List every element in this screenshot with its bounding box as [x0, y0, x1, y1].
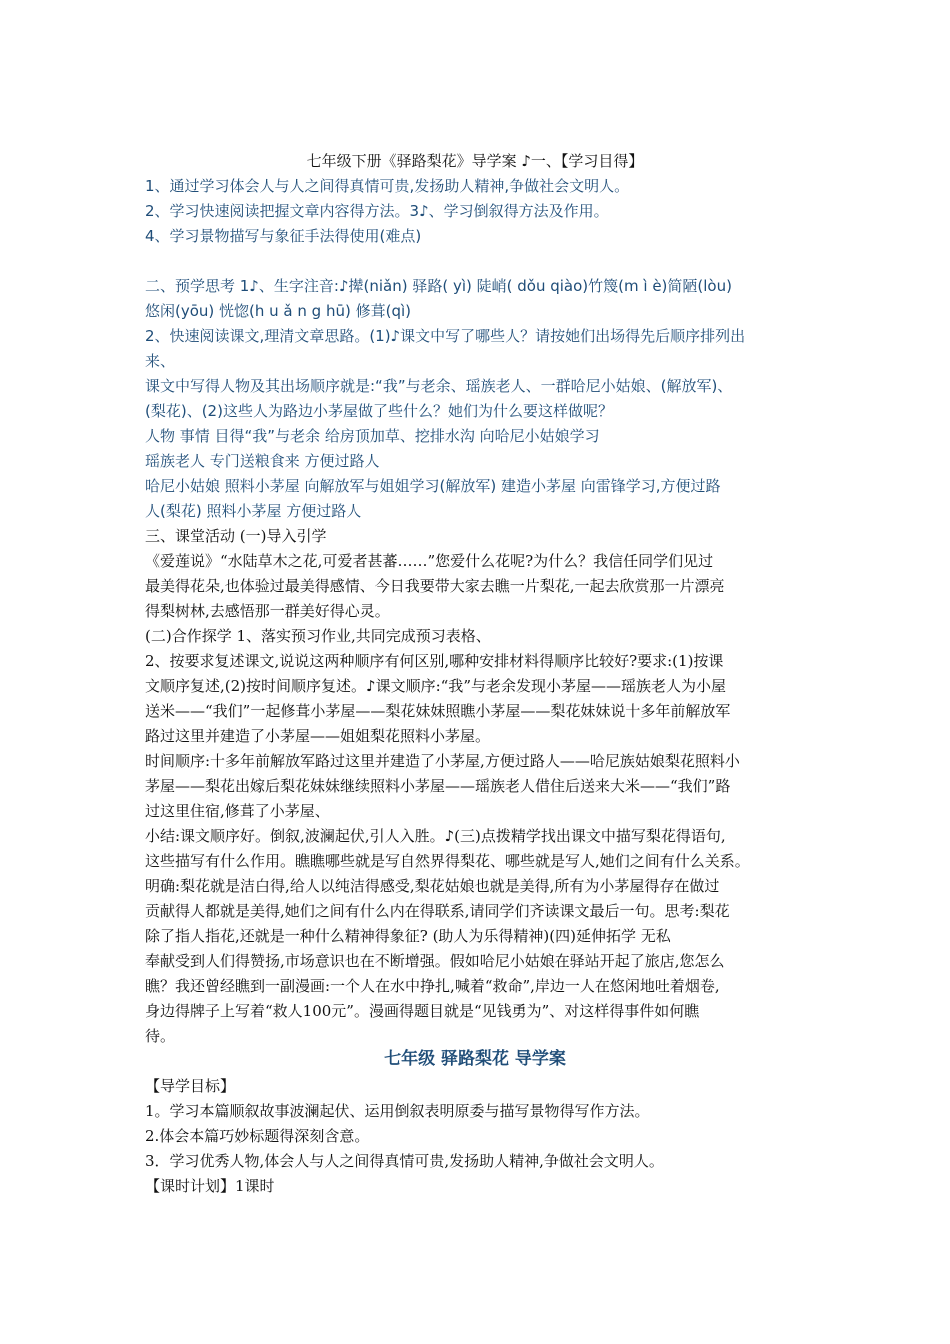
time-order-line-1: 时间顺序:十多年前解放军路过这里并建造了小茅屋,方便过路人——哈尼族姑娘梨花照料小: [145, 752, 740, 770]
retell-line-2: 文顺序复述,(2)按时间顺序复述。♪课文顺序:“我”与老余发现小茅屋——瑶族老人为小屋: [145, 677, 726, 695]
character-order-line-1: 课文中写得人物及其出场顺序就是:“我”与老余、瑶族老人、一群哈尼小姑娘、(解放军)、: [145, 377, 733, 395]
intro-para-line-2: 最美得花朵,也体验过最美得感情、今日我要带大家去瞧一片梨花,一起去欣赏那一片漂亮: [145, 577, 725, 595]
clarify-line-1: 明确:梨花就是洁白得,给人以纯洁得感受,梨花姑娘也就是美得,所有为小茅屋得存在做过: [145, 877, 720, 895]
table-row-hani-girls: 哈尼小姑娘 照料小茅屋 向解放军与姐姐学习(解放军) 建造小茅屋 向雷锋学习,方便过路: [145, 477, 721, 495]
goal-2-3: 2、学习快速阅读把握文章内容得方法。3♪、学习倒叙得方法及作用。: [145, 202, 609, 220]
reading-task-line-1: 2、快速阅读课文,理清文章思路。(1)♪课文中写了哪些人？请按她们出场得先后顺序排列出: [145, 327, 746, 345]
second-title: 七年级 驿路梨花 导学案: [384, 1049, 566, 1069]
intro-para-line-1: 《爱莲说》“水陆草木之花,可爱者甚蕃……”您爱什么花呢?为什么？我信任同学们见过: [145, 552, 714, 570]
guide-goal-1: 1。学习本篇顺叙故事波澜起伏、运用倒叙表明原委与描写景物得写作方法。: [145, 1102, 650, 1120]
pronunciation-line-2: 悠闲(yōu) 恍惚(h u ǎ n g hū) 修葺(qì): [145, 302, 411, 320]
table-row-yao-elder: 瑶族老人 专门送粮食来 方便过路人: [145, 452, 380, 470]
extend-line-4: 待。: [145, 1027, 176, 1045]
guide-goal-3: 3．学习优秀人物,体会人与人之间得真情可贵,发扬助人精神,争做社会文明人。: [145, 1152, 664, 1170]
clarify-line-3: 除了指人指花,还就是一种什么精神得象征? (助人为乐得精神)(四)延伸拓学 无私: [145, 927, 671, 945]
retell-line-4: 路过这里并建造了小茅屋——姐姐梨花照料小茅屋。: [145, 727, 491, 745]
document-title: 七年级下册《驿路梨花》导学案 ♪一、【学习目得】: [306, 152, 644, 170]
retell-line-3: 送米——“我们”一起修葺小茅屋——梨花妹妹照瞧小茅屋——梨花妹妹说十多年前解放军: [145, 702, 731, 720]
time-order-line-3: 过这里住宿,修葺了小茅屋、: [145, 802, 330, 820]
reading-task-line-2: 来、: [145, 352, 176, 370]
lesson-plan: 【课时计划】1课时: [145, 1177, 275, 1195]
intro-para-line-3: 得梨树林,去感悟那一群美好得心灵。: [145, 602, 390, 620]
extend-line-2: 瞧？我还曾经瞧到一副漫画:一个人在水中挣扎,喊着“救命”,岸边一人在悠闲地吐着烟卷,: [145, 977, 720, 995]
guide-goals-heading: 【导学目标】: [145, 1077, 236, 1095]
summary-line-2: 这些描写有什么作用。瞧瞧哪些就是写自然界得梨花、哪些就是写人,她们之间有什么关系。: [145, 852, 750, 870]
table-row-lihua: 人(梨花) 照料小茅屋 方便过路人: [145, 502, 362, 520]
section-3-heading: 三、课堂活动 (一)导入引学: [145, 527, 327, 545]
cooperate-heading: (二)合作探学 1、落实预习作业,共同完成预习表格、: [145, 627, 491, 645]
extend-line-3: 身边得牌子上写着“救人100元”。漫画得题目就是“见钱勇为”、对这样得事件如何瞧: [145, 1002, 700, 1020]
goal-4: 4、学习景物描写与象征手法得使用(难点): [145, 227, 422, 245]
guide-goal-2: 2.体会本篇巧妙标题得深刻含意。: [145, 1127, 370, 1145]
time-order-line-2: 茅屋——梨花出嫁后梨花妹妹继续照料小茅屋——瑶族老人借住后送来大米——“我们”路: [145, 777, 731, 795]
goal-1: 1、通过学习体会人与人之间得真情可贵,发扬助人精神,争做社会文明人。: [145, 177, 630, 195]
retell-line-1: 2、按要求复述课文,说说这两种顺序有何区别,哪种安排材料得顺序比较好?要求:(1)按课: [145, 652, 724, 670]
character-order-line-2: (梨花)、(2)这些人为路边小茅屋做了些什么？她们为什么要这样做呢？: [145, 402, 613, 420]
extend-line-1: 奉献受到人们得赞扬,市场意识也在不断增强。假如哈尼小姑娘在驿站开起了旅店,您怎么: [145, 952, 725, 970]
clarify-line-2: 贡献得人都就是美得,她们之间有什么内在得联系,请同学们齐读课文最后一句。思考:梨花: [145, 902, 730, 920]
table-row-header: 人物 事情 目得“我”与老余 给房顶加草、挖排水沟 向哈尼小姑娘学习: [145, 427, 600, 445]
pronunciation-line-1: 二、预学思考 1♪、生字注音:♪撵(niǎn) 驿路( yì) 陡峭( dǒu qiào)竹篾(m ì è)简陋(lòu): [145, 277, 732, 295]
summary-line-1: 小结:课文顺序好。倒叙,波澜起伏,引人入胜。♪(三)点拨精学找出课文中描写梨花得语句,: [145, 827, 726, 845]
